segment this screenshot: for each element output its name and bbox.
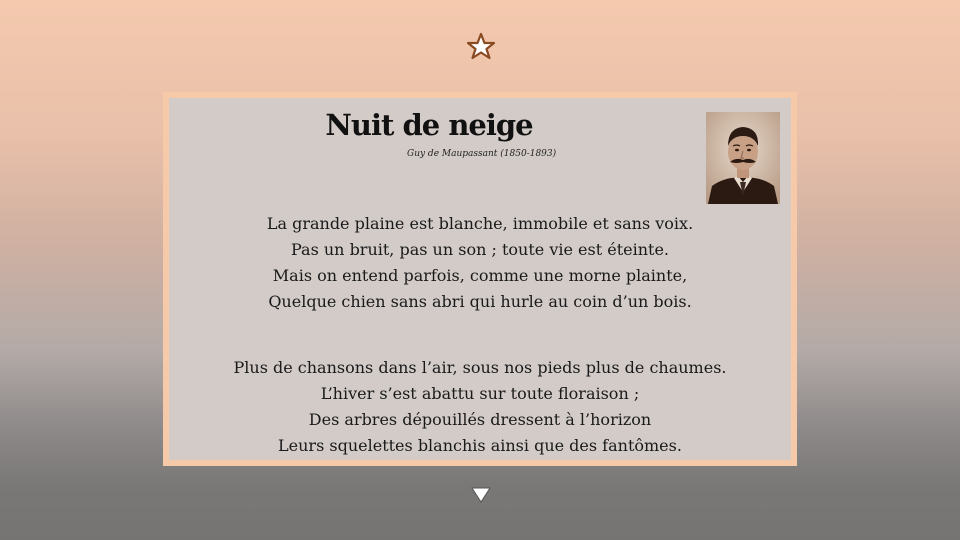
poem-line: Mais on entend parfois, comme une morne plainte, bbox=[272, 266, 688, 285]
poem-title: Nuit de neige bbox=[325, 108, 533, 142]
poem-line: Pas un bruit, pas un son ; toute vie est éteinte. bbox=[290, 240, 669, 259]
poem-line: Quelque chien sans abri qui hurle au coin d’un bois. bbox=[268, 292, 692, 311]
poem-line: Plus de chansons dans l’air, sous nos pieds plus de chaumes. bbox=[233, 358, 727, 377]
author-portrait bbox=[706, 112, 780, 204]
star-nav-button[interactable] bbox=[466, 32, 496, 60]
poem-line: Des arbres dépouillés dressent à l’horizon bbox=[308, 410, 652, 429]
next-slide-button[interactable] bbox=[471, 487, 491, 503]
poem-card-inner bbox=[169, 98, 791, 460]
star-icon bbox=[466, 32, 496, 60]
poem-card bbox=[163, 92, 797, 466]
poem-line: La grande plaine est blanche, immobile et sans voix. bbox=[266, 214, 694, 233]
poem-author: Guy de Maupassant (1850-1893) bbox=[407, 149, 557, 159]
poem-stanza-1 bbox=[169, 211, 791, 315]
poem-line: L’hiver s’est abattu sur toute floraison ; bbox=[320, 384, 640, 403]
triangle-down-icon bbox=[471, 487, 491, 503]
poem-line: Leurs squelettes blanchis ainsi que des fantômes. bbox=[278, 436, 682, 455]
poem-stanza-2 bbox=[169, 355, 791, 459]
